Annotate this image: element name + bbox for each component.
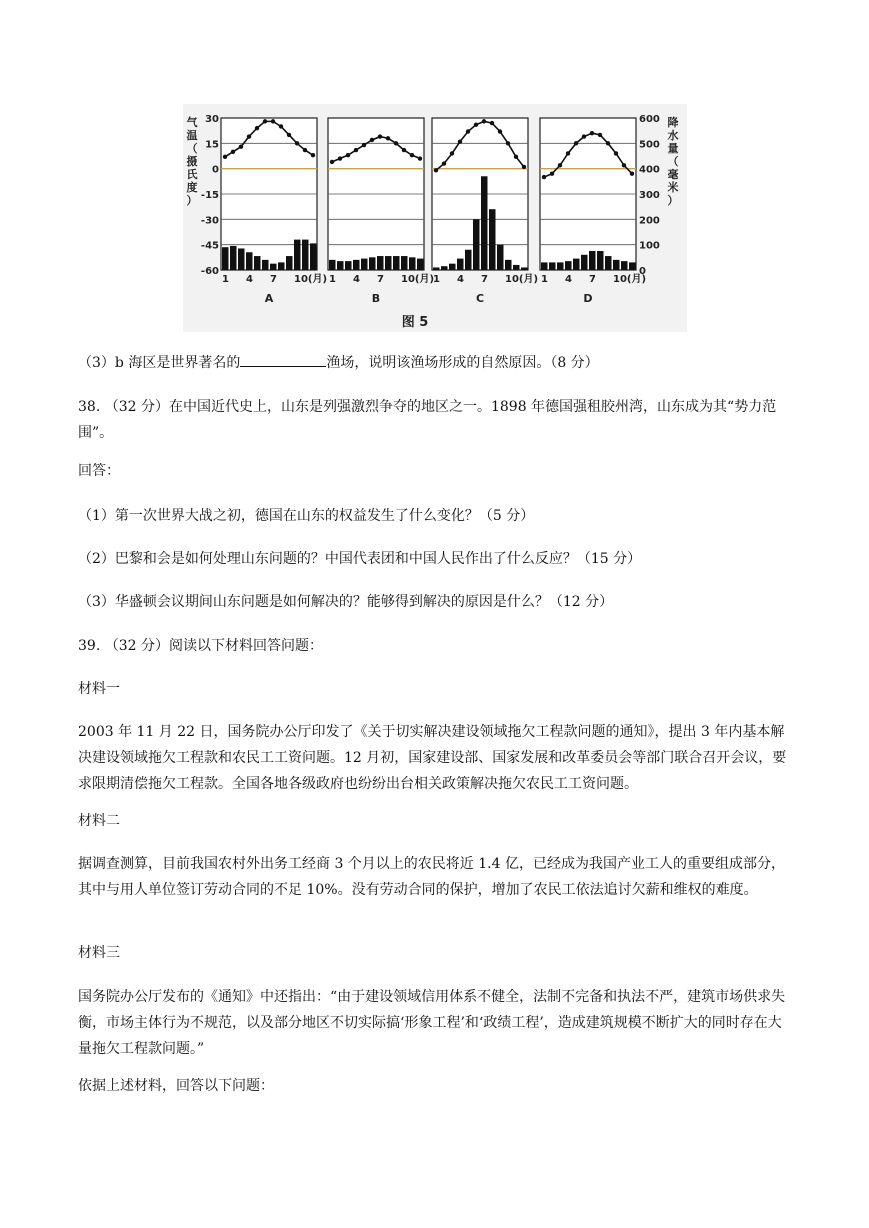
precipitation-tick: 500 (639, 139, 660, 151)
temperature-point-C-7 (482, 119, 486, 123)
precip-bar-C-12 (521, 267, 528, 270)
precip-bar-B-7 (377, 256, 384, 270)
precip-bar-B-4 (353, 260, 360, 270)
precip-bar-B-1 (329, 260, 336, 270)
precip-bar-A-12 (310, 243, 317, 270)
material-3-heading: 材料三 (78, 945, 120, 961)
temperature-tick: -60 (200, 266, 219, 277)
precip-bar-B-10 (401, 256, 408, 270)
precip-bar-A-10 (294, 240, 301, 270)
temperature-point-B-4 (354, 148, 358, 152)
temperature-point-B-1 (330, 160, 334, 164)
temperature-point-C-1 (434, 168, 438, 172)
precip-bar-B-3 (345, 261, 352, 270)
question-38-3: （3）华盛顿会议期间山东问题是如何解决的？能够得到解决的原因是什么？（12 分） (78, 594, 614, 610)
precipitation-axis-label-char: ） (667, 194, 679, 207)
temperature-point-D-6 (582, 134, 586, 138)
precip-bar-C-10 (505, 260, 512, 270)
question-38-1: （1）第一次世界大战之初，德国在山东的权益发生了什么变化？（5 分） (78, 508, 535, 524)
precip-bar-D-5 (573, 259, 580, 270)
material-1-text: 2003 年 11 月 22 日，国务院办公厅印发了《关于切实解决建设领域拖欠工程款问题的通知》，提出 3 年内基本解决建设领域拖欠工程款和农民工工资问题。12 月初，国家建设部、国家发展和改革委员会等部门联合召开会议，要求限期清偿拖欠工程款。全国各地各级政府也纷纷出台相关政策解决拖欠农民工工资问题。 (78, 724, 787, 792)
temperature-point-D-12 (630, 172, 634, 176)
question-38-2: （2）巴黎和会是如何处理山东问题的？中国代表团和中国人民作出了什么反应？（15 分） (78, 551, 642, 567)
precip-bar-D-9 (605, 256, 612, 270)
temperature-point-C-9 (498, 129, 502, 133)
material-2-heading: 材料二 (78, 813, 120, 829)
month-tick: 7 (589, 274, 596, 285)
precip-bar-B-5 (361, 259, 368, 270)
precip-bar-D-10 (613, 260, 620, 270)
precip-bar-B-2 (337, 261, 344, 270)
precip-bar-C-11 (513, 265, 520, 270)
precip-bar-A-1 (222, 247, 229, 270)
temperature-tick: 15 (205, 139, 219, 151)
temperature-point-C-12 (522, 165, 526, 169)
precip-bar-B-8 (385, 256, 392, 270)
temperature-point-B-11 (410, 153, 414, 157)
month-tick: 4 (565, 274, 572, 285)
temperature-point-B-10 (402, 148, 406, 152)
precipitation-axis-label-char: 水 (667, 129, 679, 142)
panel-label-B: B (371, 292, 381, 305)
precip-bar-A-2 (230, 246, 237, 270)
temperature-point-A-11 (303, 148, 307, 152)
month-tick: 4 (457, 274, 464, 285)
question-3b-post: 渔场，说明该渔场形成的自然原因。（8 分） (326, 355, 599, 371)
precip-bar-A-9 (286, 256, 293, 270)
question-39-stem: 39. （32 分）阅读以下材料回答问题： (78, 638, 323, 654)
month-tick: 7 (377, 274, 384, 285)
temperature-point-C-5 (466, 129, 470, 133)
precipitation-tick: 400 (639, 164, 660, 176)
precip-bar-D-3 (557, 262, 564, 270)
month-tick: 4 (246, 274, 253, 285)
temperature-point-A-6 (263, 119, 267, 123)
figure-caption: 图 5 (401, 315, 429, 330)
temperature-axis-label-char: 温 (186, 129, 198, 142)
precipitation-axis-label-char: （ (667, 155, 679, 168)
question-3b-pre: （3）b 海区是世界著名的 (78, 355, 241, 371)
precip-bar-A-7 (270, 264, 277, 270)
temperature-point-D-9 (606, 141, 610, 145)
question-38-stem: 38. （32 分）在中国近代史上，山东是列强激烈争夺的地区之一。1898 年德国强租胶州湾，山东成为其“势力范围”。 (78, 399, 777, 441)
temperature-point-C-11 (514, 155, 518, 159)
temperature-point-B-8 (386, 136, 390, 140)
temperature-point-C-3 (450, 151, 454, 155)
precip-bar-C-9 (497, 245, 504, 270)
temperature-tick: -45 (200, 240, 219, 252)
panel-label-A: A (264, 292, 274, 305)
month-tick: 10(月) (294, 274, 328, 285)
temperature-axis-label-char: 气 (186, 116, 198, 129)
temperature-axis-label-char: 摄 (186, 155, 198, 168)
climate-figure (183, 104, 687, 332)
precip-bar-A-6 (262, 260, 269, 270)
precip-bar-D-2 (549, 262, 556, 270)
precip-bar-D-1 (541, 262, 548, 270)
temperature-point-B-7 (378, 134, 382, 138)
precip-bar-C-7 (481, 176, 488, 270)
precip-bar-D-8 (597, 251, 604, 270)
temperature-tick: -15 (200, 190, 219, 201)
temperature-point-D-1 (542, 175, 546, 179)
precipitation-tick: 0 (639, 266, 646, 277)
precip-bar-C-4 (457, 259, 464, 270)
temperature-point-B-3 (346, 153, 350, 157)
precipitation-tick: 300 (639, 190, 660, 201)
month-tick: 10(月) (505, 274, 539, 285)
temperature-point-D-7 (590, 131, 594, 135)
month-tick: 7 (270, 274, 277, 285)
temperature-axis-label-char: 度 (186, 181, 198, 194)
temperature-axis-label-char: （ (186, 142, 198, 155)
precipitation-tick: 200 (639, 215, 660, 227)
temperature-point-A-3 (239, 145, 243, 149)
month-tick: 1 (329, 274, 336, 285)
precip-bar-D-7 (589, 251, 596, 270)
temperature-tick: -30 (200, 215, 219, 227)
temperature-point-D-5 (574, 141, 578, 145)
precipitation-axis-label-char: 降 (667, 116, 679, 129)
precip-bar-C-2 (441, 266, 448, 270)
question-3b (78, 350, 794, 376)
temperature-point-C-10 (506, 141, 510, 145)
precip-bar-C-6 (473, 219, 480, 270)
precip-bar-B-6 (369, 257, 376, 270)
precip-bar-A-5 (254, 256, 261, 270)
temperature-point-A-2 (231, 150, 235, 154)
temperature-point-C-2 (442, 161, 446, 165)
temperature-point-D-2 (550, 172, 554, 176)
precip-bar-A-4 (246, 252, 253, 270)
temperature-point-B-9 (394, 141, 398, 145)
precip-bar-D-6 (581, 255, 588, 270)
month-tick: 7 (481, 274, 488, 285)
month-tick: 10(月) (613, 274, 647, 285)
month-tick: 10(月) (401, 274, 435, 285)
precip-bar-C-1 (433, 267, 440, 270)
temperature-point-D-4 (566, 151, 570, 155)
temperature-point-D-3 (558, 163, 562, 167)
temperature-point-A-12 (311, 153, 315, 157)
material-1-heading: 材料一 (78, 681, 120, 697)
precip-bar-D-12 (629, 262, 636, 270)
temperature-point-B-6 (370, 138, 374, 142)
precipitation-axis-label-char: 毫 (667, 168, 679, 181)
material-2-text: 据调查测算，目前我国农村外出务工经商 3 个月以上的农民将近 1.4 亿，已经成为我国产业工人的重要组成部分，其中与用人单位签订劳动合同的不足 10%。没有劳动合同的保护，增加了农民工依法追讨欠薪和维权的难度。 (78, 856, 785, 898)
temperature-axis-label-char: 氏 (186, 168, 198, 181)
temperature-point-B-12 (418, 156, 422, 160)
temperature-point-D-11 (622, 163, 626, 167)
answer-blank (240, 352, 326, 367)
temperature-point-A-1 (223, 155, 227, 159)
temperature-axis-label-char: ） (186, 194, 198, 207)
climate-charts-svg (183, 104, 687, 332)
precip-bar-B-11 (409, 257, 416, 270)
precipitation-tick: 600 (639, 114, 660, 125)
precip-bar-D-11 (621, 261, 628, 270)
precip-bar-A-8 (278, 262, 285, 270)
temperature-point-A-4 (247, 134, 251, 138)
temperature-point-A-10 (295, 141, 299, 145)
month-tick: 1 (433, 274, 440, 285)
temperature-point-A-9 (287, 133, 291, 137)
precip-bar-C-3 (449, 264, 456, 270)
panel-label-C: C (475, 292, 485, 305)
precipitation-axis-label-char: 量 (667, 142, 679, 155)
month-tick: 4 (353, 274, 360, 285)
question-39-instruction: 依据上述材料，回答以下问题： (78, 1078, 274, 1094)
precipitation-axis-label-char: 米 (667, 181, 679, 194)
temperature-point-D-8 (598, 133, 602, 137)
material-3-text: 国务院办公厅发布的《通知》中还指出：“由于建设领域信用体系不健全，法制不完备和执法不严，建筑市场供求失衡，市场主体行为不规范，以及部分地区不切实际搞‘形象工程’和‘政绩工程’，造成建筑规模不断扩大的同时存在大量拖欠工程款问题。” (78, 989, 786, 1057)
temperature-point-C-8 (490, 121, 494, 125)
temperature-point-C-4 (458, 139, 462, 143)
precipitation-tick: 100 (639, 240, 660, 252)
answer-prompt: 回答： (78, 463, 120, 479)
temperature-tick: 0 (212, 164, 219, 176)
temperature-point-C-6 (474, 123, 478, 127)
temperature-point-A-5 (255, 126, 259, 130)
temperature-point-B-5 (362, 143, 366, 147)
precip-bar-B-9 (393, 256, 400, 270)
month-tick: 1 (222, 274, 229, 285)
panel-label-D: D (583, 292, 593, 305)
precip-bar-C-8 (489, 209, 496, 270)
precip-bar-D-4 (565, 261, 572, 270)
precip-bar-A-11 (302, 240, 309, 270)
temperature-tick: 30 (205, 114, 219, 125)
month-tick: 1 (541, 274, 548, 285)
precip-bar-A-3 (238, 248, 245, 270)
precip-bar-C-5 (465, 250, 472, 270)
precip-bar-B-12 (417, 259, 424, 270)
temperature-point-A-7 (271, 119, 275, 123)
temperature-point-D-10 (614, 151, 618, 155)
temperature-point-A-8 (279, 124, 283, 128)
temperature-point-B-2 (338, 156, 342, 160)
